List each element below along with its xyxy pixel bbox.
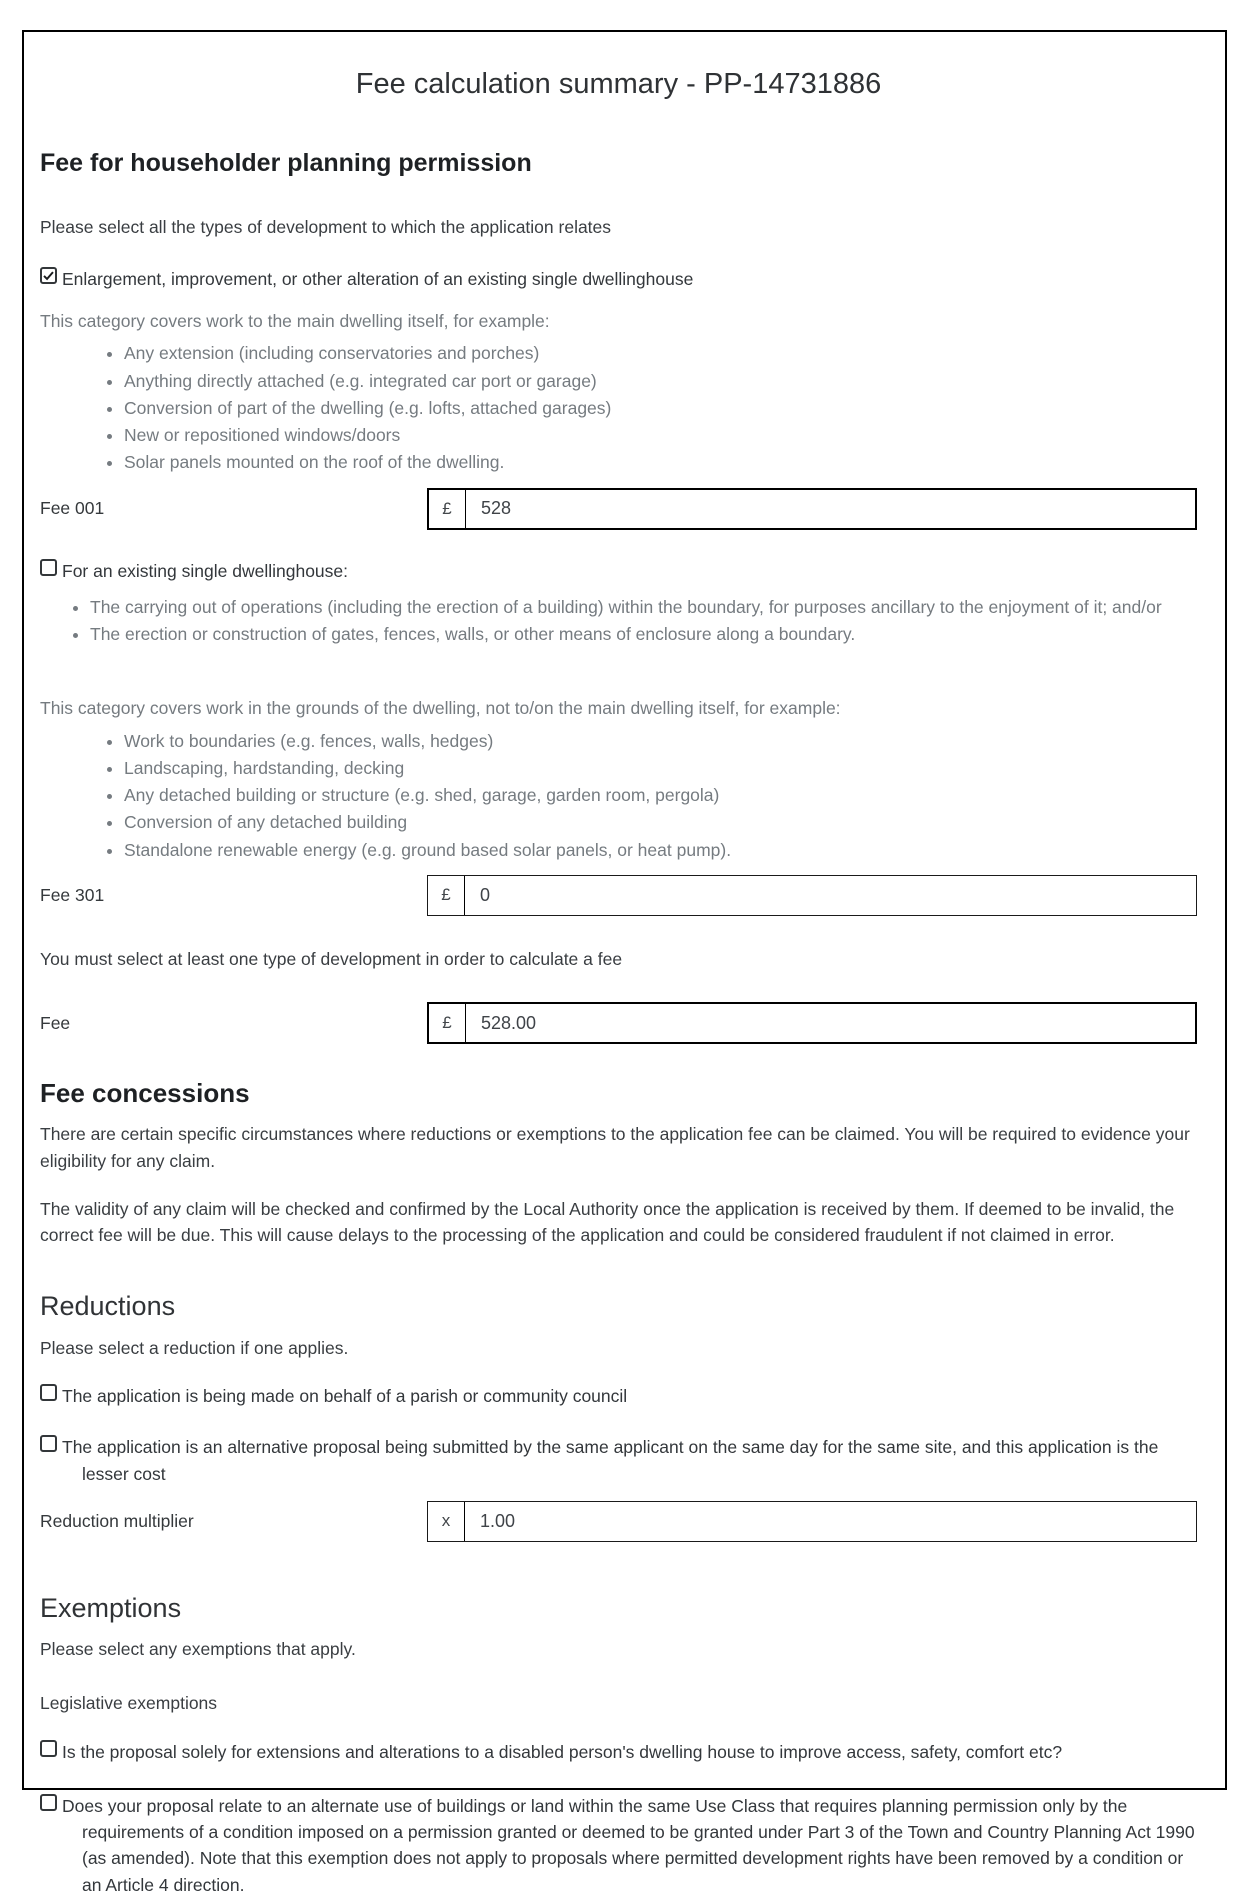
pound-currency-prefix: £ (428, 876, 465, 915)
existing-dwellinghouse-checkbox-label[interactable]: For an existing single dwellinghouse: (62, 560, 348, 581)
checkbox-row-alternative-proposal (40, 1434, 1197, 1487)
list-item: • Solar panels mounted on the roof of the dwelling. (124, 449, 1197, 475)
checkbox-row-use-class (40, 1793, 1197, 1898)
validation-message: You must select at least one type of development in order to calculate a fee (40, 948, 623, 969)
reduction-multiplier-label: Reduction multiplier (40, 1510, 194, 1531)
reductions-intro: Please select a reduction if one applies. (40, 1337, 349, 1358)
list-item: • New or repositioned windows/doors (124, 422, 1197, 448)
checkbox-row-disabled-person (40, 1739, 1197, 1765)
list-item: • Anything directly attached (e.g. integrated car port or garage) (124, 368, 1197, 394)
fee-001-row (40, 488, 1197, 530)
checkbox-row-parish-council (40, 1383, 1197, 1409)
list-item: • Any detached building or structure (e.g. shed, garage, garden room, pergola) (124, 782, 1197, 808)
list-item: • The erection or construction of gates, fences, walls, or other means of enclosure along a boundary. (90, 621, 1197, 647)
fee-001-input[interactable] (466, 490, 1195, 528)
page-frame (22, 30, 1227, 1895)
use-class-checkbox[interactable] (40, 1794, 57, 1811)
alternative-proposal-checkbox[interactable] (40, 1435, 57, 1452)
exemptions-intro: Please select any exemptions that apply. (40, 1639, 356, 1660)
enlargement-example-list (40, 340, 1197, 475)
existing-dwellinghouse-clause-list (40, 594, 1197, 648)
fee-total-input[interactable] (466, 1004, 1195, 1042)
enlargement-checkbox-label[interactable]: Enlargement, improvement, or other alteration of an existing single dwellinghouse (62, 268, 694, 289)
fee-total-row (40, 1002, 1197, 1044)
list-item: • Standalone renewable energy (e.g. ground based solar panels, or heat pump). (124, 837, 1197, 863)
checkmark-icon (42, 269, 55, 282)
list-item: • Conversion of part of the dwelling (e.g. lofts, attached garages) (124, 395, 1197, 421)
fee-concessions-heading: Fee concessions (40, 1078, 250, 1109)
multiply-prefix: x (428, 1502, 465, 1541)
existing-dwellinghouse-checkbox[interactable] (40, 559, 57, 576)
page-title: Fee calculation summary - PP-14731886 (355, 68, 882, 100)
reduction-multiplier-input-group (427, 1501, 1197, 1542)
disabled-person-checkbox-label[interactable]: Is the proposal solely for extensions and alterations to a disabled person's dwelling house to improve access, safety, comfort etc? (62, 1741, 1063, 1762)
enlargement-checkbox[interactable] (40, 267, 57, 284)
list-item: • Any extension (including conservatories and porches) (124, 340, 1197, 366)
legislative-exemptions-subheading: Legislative exemptions (40, 1693, 218, 1714)
parish-council-checkbox-label[interactable]: The application is being made on behalf of a parish or community council (62, 1386, 628, 1407)
pound-currency-prefix: £ (429, 1004, 466, 1042)
fee-total-label: Fee (40, 1012, 71, 1033)
development-types-intro: Please select all the types of development to which the application relates (40, 216, 612, 237)
existing-dwellinghouse-description: This category covers work in the grounds of the dwelling, not to/on the main dwelling itself, for example: (40, 698, 841, 719)
list-item: • Work to boundaries (e.g. fences, walls, hedges) (124, 728, 1197, 754)
list-item: • Conversion of any detached building (124, 809, 1197, 835)
fee-301-input[interactable] (465, 876, 1196, 915)
fee-301-label: Fee 301 (40, 885, 105, 906)
pound-currency-prefix: £ (429, 490, 466, 528)
fee-001-input-group (427, 488, 1197, 530)
use-class-checkbox-label[interactable]: Does your proposal relate to an alternate use of buildings or land within the same Use Class that requires planning permission only by the requirements of a condition imposed on a permission granted or deemed to be granted under Part 3 of the Town and Country Planning Act 1990 (as amended). Note that this exemption does not apply to proposals where permitted development rights have been removed by a condition or an Article 4 direction. (62, 1795, 1195, 1895)
householder-section-heading: Fee for householder planning permission (40, 148, 532, 177)
list-item: • The carrying out of operations (including the erection of a building) within the boundary, for purposes ancillary to the enjoyment of it; and/or (90, 594, 1197, 620)
disabled-person-checkbox[interactable] (40, 1740, 57, 1757)
list-item: • Landscaping, hardstanding, decking (124, 755, 1197, 781)
fee-301-input-group (427, 875, 1197, 916)
reduction-multiplier-input[interactable] (465, 1502, 1196, 1541)
reduction-multiplier-row (40, 1501, 1197, 1542)
existing-dwellinghouse-example-list (40, 728, 1197, 863)
enlargement-description: This category covers work to the main dwelling itself, for example: (40, 311, 550, 332)
fee-301-row (40, 875, 1197, 916)
parish-council-checkbox[interactable] (40, 1384, 57, 1401)
checkbox-row-enlargement (40, 266, 1197, 292)
fee-total-input-group (427, 1002, 1197, 1044)
concessions-paragraph: There are certain specific circumstances where reductions or exemptions to the application fee can be claimed. You will be required to evidence your eligibility for any claim. (40, 1124, 1190, 1171)
exemptions-heading: Exemptions (40, 1592, 182, 1623)
reductions-heading: Reductions (40, 1291, 176, 1322)
fee-001-label: Fee 001 (40, 498, 105, 519)
concessions-paragraph: The validity of any claim will be checked and confirmed by the Local Authority once the application is received by them. If deemed to be invalid, the correct fee will be due. This will cause delays to the processing of the application and could be considered fraudulent if not claimed in error. (40, 1198, 1175, 1246)
checkbox-row-existing-dwellinghouse (40, 558, 1197, 584)
alternative-proposal-checkbox-label[interactable]: The application is an alternative proposal being submitted by the same applicant on the same day for the same site, and this application is the lesser cost (62, 1437, 1159, 1484)
